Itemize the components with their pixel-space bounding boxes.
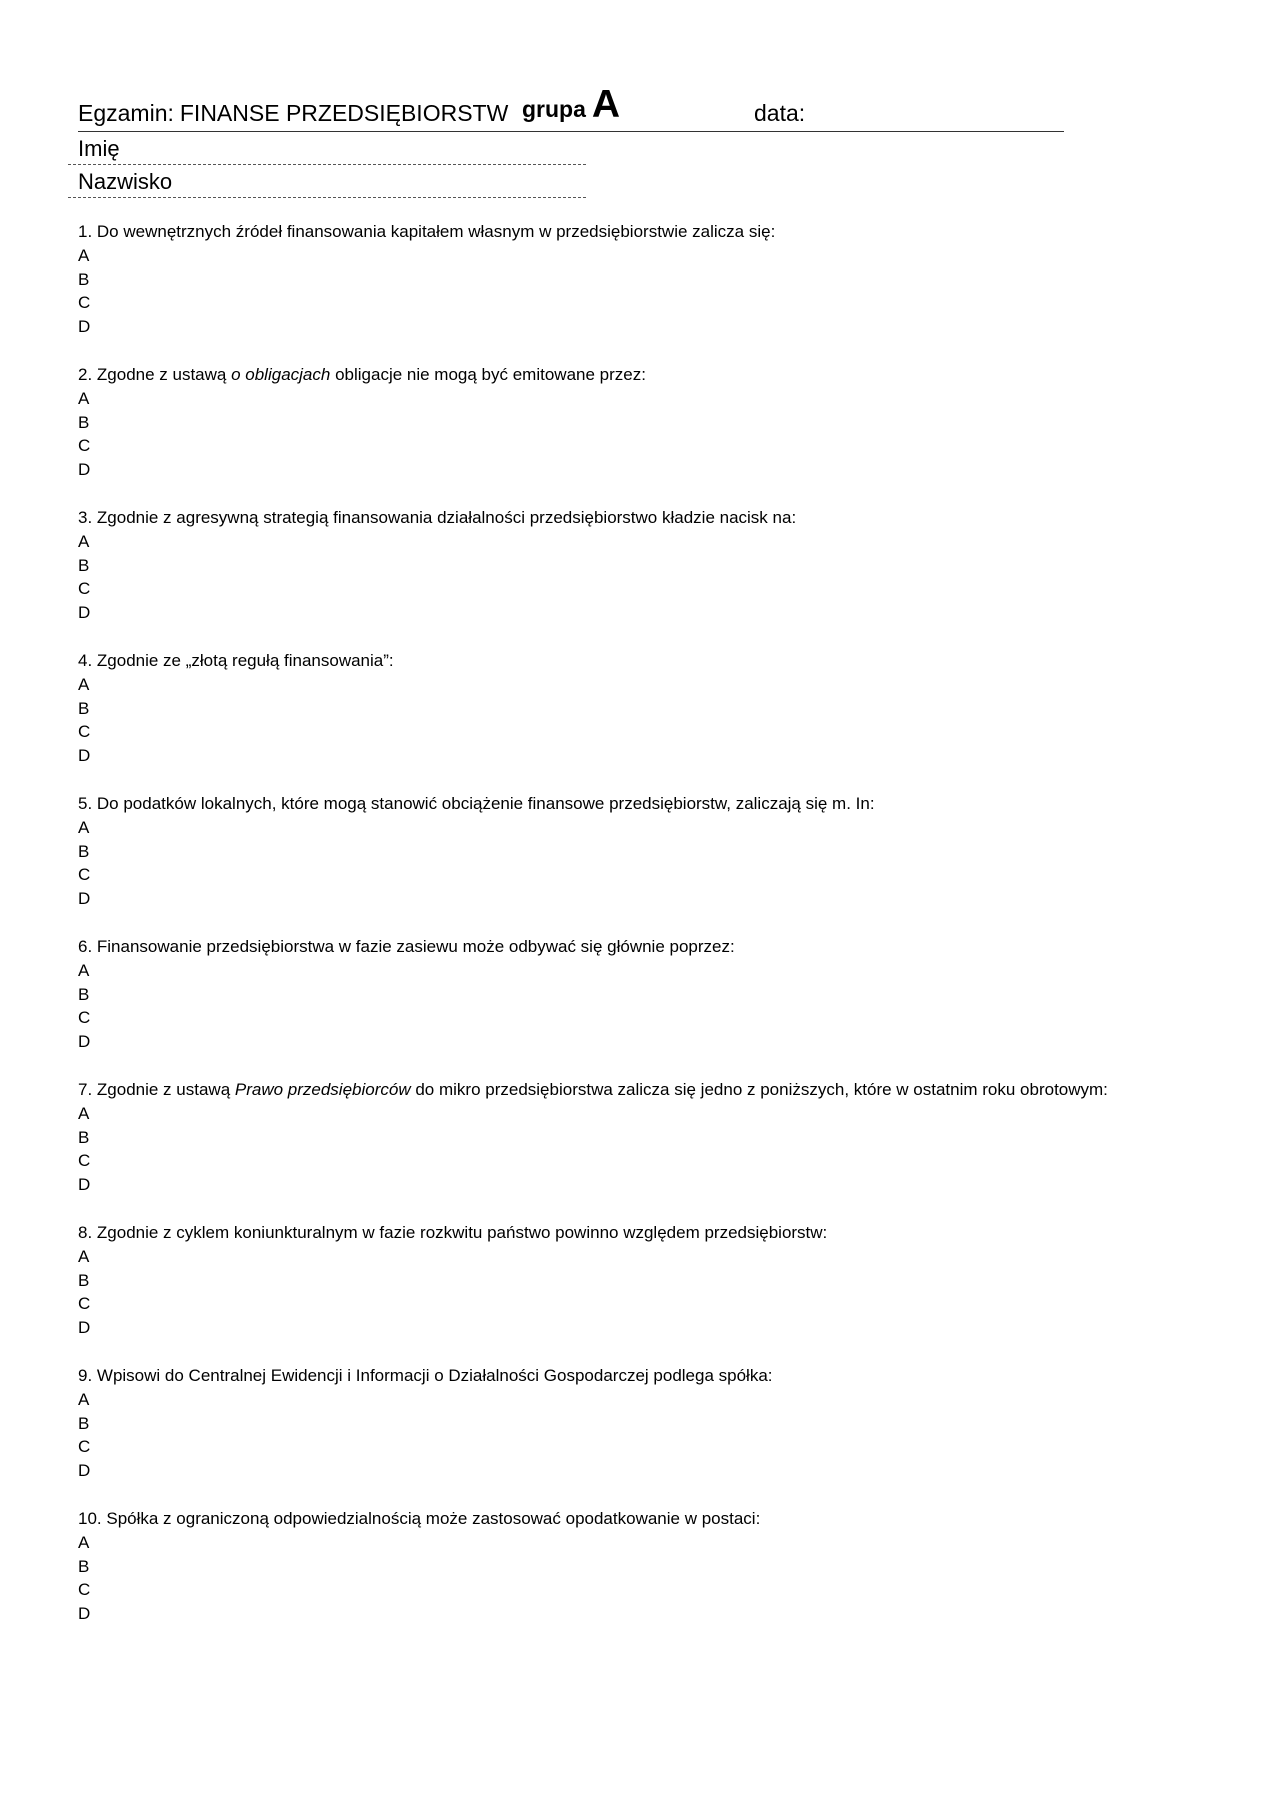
answer-option[interactable]: C <box>78 1008 91 1028</box>
first-name-label: Imię <box>78 136 120 161</box>
answer-option[interactable]: B <box>78 698 90 718</box>
exam-label: Egzamin: <box>78 100 174 126</box>
answer-option[interactable]: C <box>78 722 91 742</box>
question-item <box>78 649 1258 792</box>
question-text <box>78 792 1258 816</box>
question-text-main: 2. Zgodne z ustawą <box>78 365 232 384</box>
question-item <box>78 792 1258 935</box>
answer-option[interactable]: B <box>78 269 90 289</box>
answer-option[interactable]: B <box>78 1127 90 1147</box>
answer-option[interactable]: C <box>78 1294 91 1314</box>
answer-option[interactable]: B <box>78 1413 90 1433</box>
date-label: data: <box>754 100 806 126</box>
group-label: grupa <box>522 96 586 122</box>
question-text-main: 5. Do podatków lokalnych, które mogą stanowić obciążenie finansowe przedsiębiorstw, zaliczają się m. In: <box>78 794 875 813</box>
answer-option[interactable]: A <box>78 388 90 408</box>
question-text-main: 3. Zgodnie z agresywną strategią finansowania działalności przedsiębiorstwo kładzie nacisk na: <box>78 508 797 527</box>
answer-option[interactable]: C <box>78 865 91 885</box>
question-text <box>78 220 1258 244</box>
answer-option[interactable]: B <box>78 1270 90 1290</box>
answer-option[interactable]: B <box>78 841 90 861</box>
question-text <box>78 1364 1258 1388</box>
answer-option[interactable]: B <box>78 555 90 575</box>
question-text-italic: Prawo przedsiębiorców <box>234 1080 411 1099</box>
answer-option[interactable]: A <box>78 1246 90 1266</box>
question-text <box>78 363 1258 387</box>
answer-option[interactable]: D <box>78 603 91 623</box>
question-item <box>78 506 1258 649</box>
question-text-main: 10. Spółka z ograniczoną odpowiedzialnością może zastosować opodatkowanie w postaci: <box>78 1509 761 1528</box>
first-name-field[interactable] <box>68 133 586 165</box>
exam-header <box>78 84 1064 132</box>
answer-option[interactable]: D <box>78 317 91 337</box>
question-item <box>78 1078 1258 1221</box>
question-text-italic: o obligacjach <box>231 365 331 384</box>
answer-option[interactable]: A <box>78 531 90 551</box>
question-text-rest: obligacje nie mogą być emitowane przez: <box>330 365 646 384</box>
answer-option[interactable]: A <box>78 1389 90 1409</box>
answer-option[interactable]: D <box>78 1604 91 1624</box>
answer-option[interactable]: B <box>78 412 90 432</box>
answer-option[interactable]: A <box>78 674 90 694</box>
answer-option[interactable]: D <box>78 889 91 909</box>
answer-option[interactable]: A <box>78 245 90 265</box>
answer-option[interactable]: C <box>78 1151 91 1171</box>
answer-option[interactable]: C <box>78 1580 91 1600</box>
group-letter: A <box>591 83 621 126</box>
question-text-main: 4. Zgodnie ze „złotą regułą finansowania”: <box>78 651 394 670</box>
answer-option[interactable]: D <box>78 460 91 480</box>
exam-title <box>78 100 508 127</box>
question-text-rest: do mikro przedsiębiorstwa zalicza się jedno z poniższych, które w ostatnim roku obrotowym: <box>410 1080 1108 1099</box>
answer-option[interactable]: A <box>78 960 90 980</box>
answer-option[interactable]: C <box>78 1437 91 1457</box>
question-text <box>78 649 1258 673</box>
question-item <box>78 935 1258 1078</box>
answer-option[interactable]: A <box>78 1103 90 1123</box>
question-text <box>78 935 1258 959</box>
answer-option[interactable]: A <box>78 1532 90 1552</box>
question-text-main: 7. Zgodnie z ustawą <box>78 1080 235 1099</box>
answer-option[interactable]: C <box>78 579 91 599</box>
question-text <box>78 1221 1258 1245</box>
question-text <box>78 1078 1258 1102</box>
question-item <box>78 1221 1258 1364</box>
answer-option[interactable]: D <box>78 1461 91 1481</box>
question-text <box>78 1507 1258 1531</box>
answer-option[interactable]: C <box>78 436 91 456</box>
question-text-main: 1. Do wewnętrznych źródeł finansowania kapitałem własnym w przedsiębiorstwie zalicza się: <box>78 222 776 241</box>
answer-option[interactable]: C <box>78 293 91 313</box>
answer-option[interactable]: D <box>78 1318 91 1338</box>
question-item <box>78 363 1258 506</box>
question-item <box>78 220 1258 363</box>
question-item <box>78 1507 1258 1650</box>
exam-group <box>522 83 620 127</box>
answer-option[interactable]: B <box>78 984 90 1004</box>
answer-option[interactable]: A <box>78 817 90 837</box>
question-text-main: 8. Zgodnie z cyklem koniunkturalnym w fazie rozkwitu państwo powinno względem przedsiębiorstw: <box>78 1223 828 1242</box>
last-name-field[interactable] <box>68 166 586 198</box>
question-item <box>78 1364 1258 1507</box>
answer-option[interactable]: D <box>78 746 91 766</box>
last-name-label: Nazwisko <box>78 169 173 194</box>
question-list <box>78 220 1258 1650</box>
question-text <box>78 506 1258 530</box>
answer-option[interactable]: B <box>78 1556 90 1576</box>
exam-subject: FINANSE PRZEDSIĘBIORSTW <box>179 100 509 126</box>
question-text-main: 9. Wpisowi do Centralnej Ewidencji i Informacji o Działalności Gospodarczej podlega spółka: <box>78 1366 773 1385</box>
answer-option[interactable]: D <box>78 1032 91 1052</box>
answer-option[interactable]: D <box>78 1175 91 1195</box>
question-text-main: 6. Finansowanie przedsiębiorstwa w fazie zasiewu może odbywać się głównie poprzez: <box>78 937 735 956</box>
